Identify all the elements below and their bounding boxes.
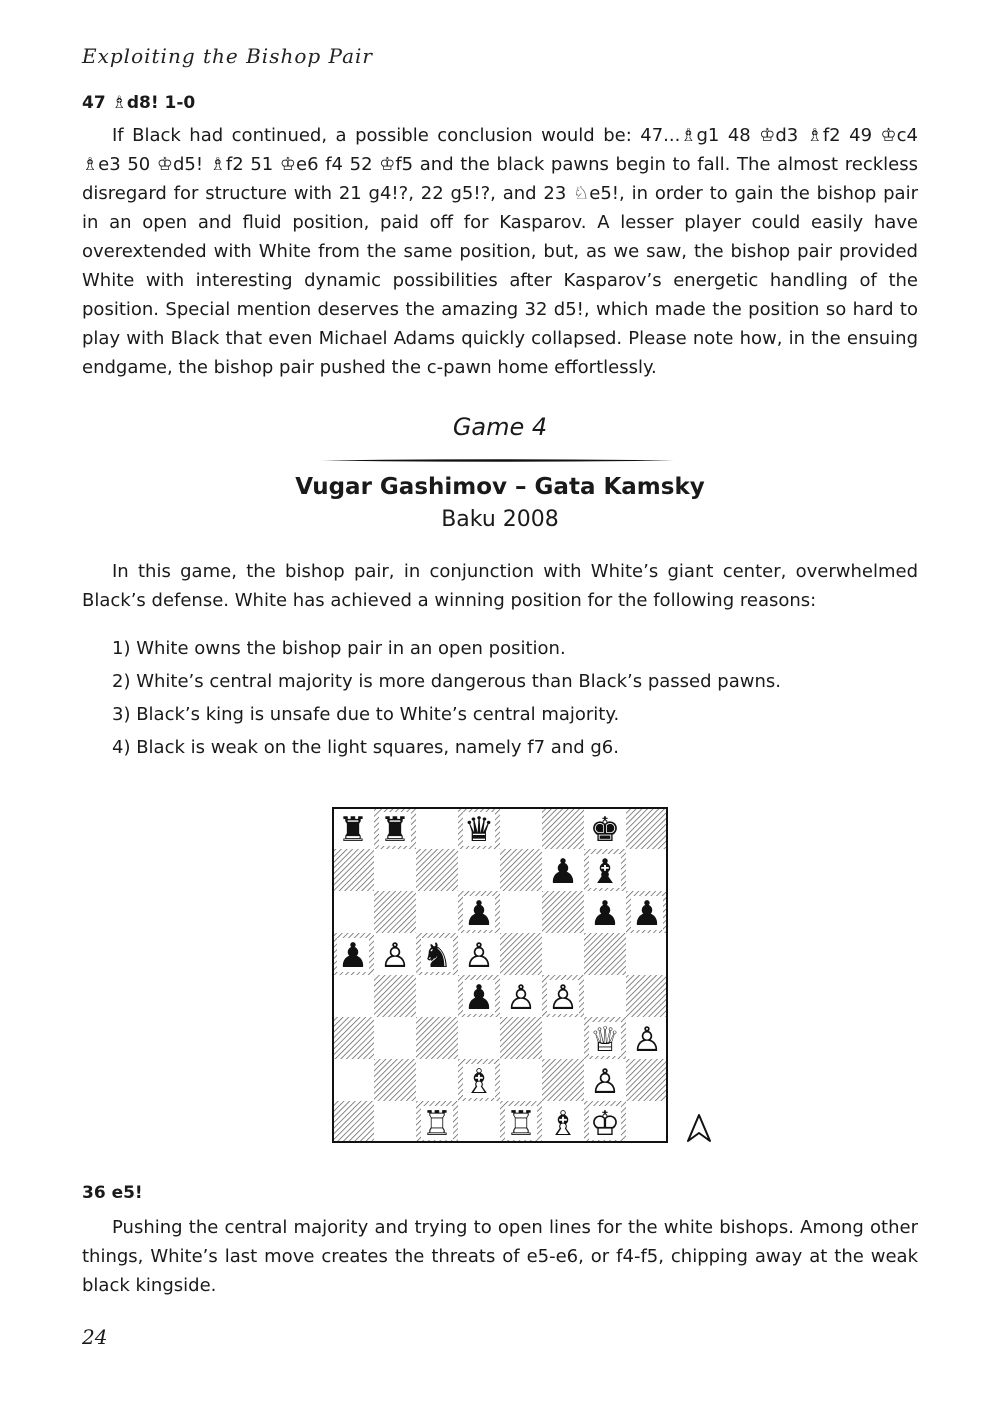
dark-square: [500, 849, 542, 891]
players-heading: Vugar Gashimov – Gata Kamsky: [295, 474, 705, 500]
light-square: [626, 849, 668, 891]
dark-square: [626, 807, 668, 849]
dark-square: [374, 975, 416, 1017]
black-bishop-icon: ♝: [589, 852, 621, 892]
chess-diagram: [332, 807, 668, 1143]
game-number-heading: Game 4: [452, 413, 548, 441]
black-rook-icon: ♜: [337, 810, 369, 850]
dark-square: [374, 891, 416, 933]
light-square: [332, 1059, 374, 1101]
dark-square: [416, 1017, 458, 1059]
black-pawn-icon: ♟: [631, 894, 663, 934]
light-square: [374, 1101, 416, 1143]
light-square: [500, 891, 542, 933]
light-square: [458, 1017, 500, 1059]
dark-square: [416, 849, 458, 891]
white-pawn-icon: ♙: [505, 978, 537, 1018]
black-queen-icon: ♛: [463, 810, 495, 850]
venue-heading: Baku 2008: [441, 507, 559, 532]
black-knight-icon: ♞: [421, 936, 453, 976]
light-square: [332, 975, 374, 1017]
white-bishop-icon: ♗: [463, 1062, 495, 1102]
dark-square: [500, 1017, 542, 1059]
light-square: [584, 975, 626, 1017]
light-square: [500, 807, 542, 849]
dark-square: [584, 933, 626, 975]
black-pawn-icon: ♟: [589, 894, 621, 934]
running-head: Exploiting the Bishop Pair: [82, 44, 373, 68]
page-number: 24: [82, 1325, 108, 1349]
dark-square: [332, 1017, 374, 1059]
black-pawn-icon: ♟: [337, 936, 369, 976]
black-rook-icon: ♜: [379, 810, 411, 850]
light-square: [458, 849, 500, 891]
dark-square: [332, 849, 374, 891]
dark-square: [374, 1059, 416, 1101]
white-pawn-icon: ♙: [547, 978, 579, 1018]
paragraph-move-comment: Pushing the central majority and trying to open lines for the white bishops. Among other things, White’s last move creates the threats of e5-e6, or f4-f5, chipping away at the weak black kingside.: [82, 1217, 918, 1296]
white-king-icon: ♔: [589, 1104, 621, 1143]
white-rook-icon: ♖: [505, 1104, 537, 1143]
white-pawn-icon: ♙: [379, 936, 411, 976]
light-square: [626, 933, 668, 975]
light-square: [542, 933, 584, 975]
light-square: [416, 807, 458, 849]
white-queen-icon: ♕: [589, 1020, 621, 1060]
white-pawn-icon: ♙: [463, 936, 495, 976]
dark-square: [542, 807, 584, 849]
black-pawn-icon: ♟: [463, 894, 495, 934]
reason-item: 2) White’s central majority is more dangerous than Black’s passed pawns.: [112, 671, 781, 692]
light-square: [500, 1059, 542, 1101]
reason-item: 1) White owns the bishop pair in an open position.: [112, 638, 566, 659]
light-square: [374, 849, 416, 891]
light-square: [374, 1017, 416, 1059]
paragraph-game-conclusion: If Black had continued, a possible conclusion would be: 47...♗g1 48 ♔d3 ♗f2 49 ♔c4 ♗e3 50 ♔d5! ♗f2 51 ♔e6 f4 52 ♔f5 and the black pawns begin to fall. The almost reckless disregard for structure with 21 g4!?, 22 g5!?, and 23 ♘e5!, in order to gain the bishop pair in an open and fluid position, paid off for Kasparov. A lesser player could easily have overextended with White from the same position, but, as we saw, the bishop pair provided White with interesting dynamic possibilities after Kasparov’s energetic handling of the position. Special mention deserves the amazing 32 d5!, which made the position so hard to play with Black that even Michael Adams quickly collapsed. Please note how, in the ensuing endgame, the bishop pair pushed the c-pawn home effortlessly.: [82, 125, 918, 378]
move-heading-47: 47 ♗d8! 1-0: [82, 93, 196, 113]
light-square: [332, 891, 374, 933]
reason-item: 3) Black’s king is unsafe due to White’s central majority.: [112, 704, 620, 725]
white-rook-icon: ♖: [421, 1104, 453, 1143]
dark-square: [542, 1059, 584, 1101]
reasons-list: [112, 636, 781, 768]
white-pawn-icon: ♙: [631, 1020, 663, 1060]
chess-board: [332, 807, 668, 1143]
light-square: [416, 1059, 458, 1101]
dark-square: [626, 975, 668, 1017]
dark-square: [500, 933, 542, 975]
paragraph-game-intro: In this game, the bishop pair, in conjunction with White’s giant center, overwhelmed Black’s defense. White has achieved a winning position for the following reasons:: [82, 561, 918, 611]
light-square: [626, 1101, 668, 1143]
move-heading-36: 36 e5!: [82, 1183, 143, 1203]
black-pawn-icon: ♟: [463, 978, 495, 1018]
dark-square: [332, 1101, 374, 1143]
white-to-move-triangle-icon: [686, 1113, 712, 1143]
game-heading-rule: [322, 458, 674, 463]
black-pawn-icon: ♟: [547, 852, 579, 892]
black-king-icon: ♚: [589, 810, 621, 850]
dark-square: [626, 1059, 668, 1101]
light-square: [542, 1017, 584, 1059]
light-square: [416, 975, 458, 1017]
light-square: [458, 1101, 500, 1143]
light-square: [416, 891, 458, 933]
dark-square: [542, 891, 584, 933]
white-bishop-icon: ♗: [547, 1104, 579, 1143]
reason-item: 4) Black is weak on the light squares, namely f7 and g6.: [112, 737, 619, 758]
white-pawn-icon: ♙: [589, 1062, 621, 1102]
